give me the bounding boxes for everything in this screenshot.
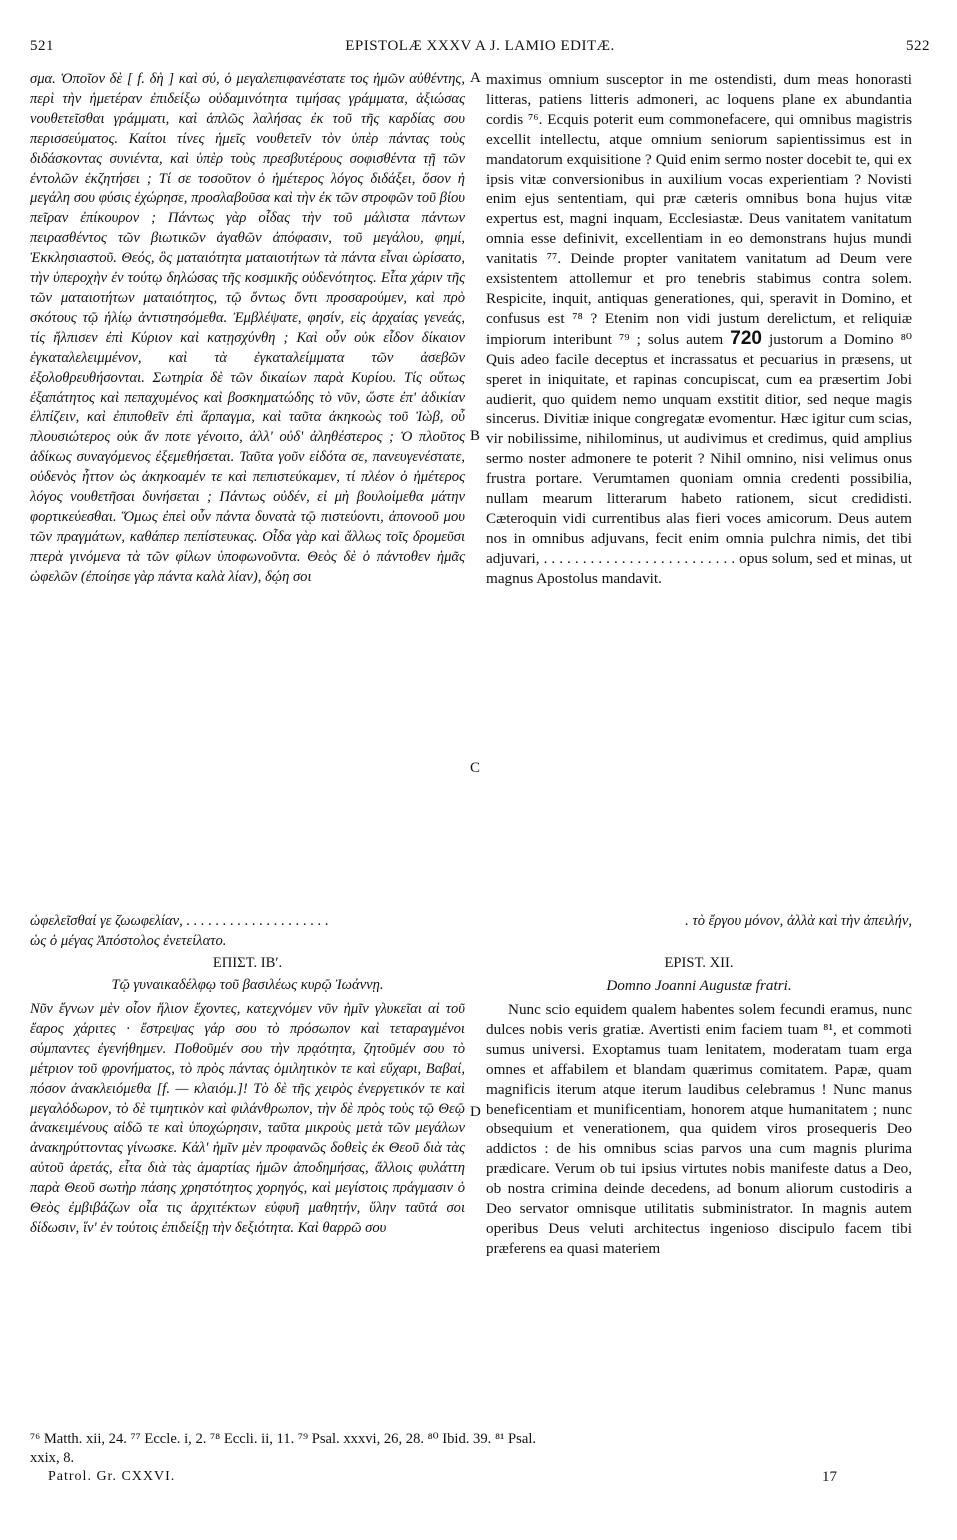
spanning-line-right: . τὸ ἔργου μόνον, ἀλλὰ καὶ τὴν ἀπειλήν,: [685, 913, 912, 929]
greek-column-upper: [30, 70, 465, 588]
footnotes: [30, 1430, 912, 1468]
greek-epistle-address: Τῷ γυναικαδέλφῳ τοῦ βασιλέως κυρῷ Ἰωάννῃ.: [111, 977, 384, 993]
running-header: [30, 38, 930, 60]
greek-text-lower: Νῦν ἔγνων μὲν οἷον ἥλιον ἔχοντες, κατεχνόμεν νῦν ἡμῖν γλυκεῖαι αἱ τοῦ ἔαρος χάριτες · ἔστρεψας γάρ σου τὸ πρόσωπον καὶ τεταραγμένοι σύμπαντες ἐγενήθημεν. Ποθοῦμέν σου τὴν πρᾳότητα, ζητοῦμέν σου τὸ μέτριον τοῦ φρονήματος, τὸ πρὸς πάντας ὁμιλητικὸν τε καὶ εὔχαρι, Βαβαί, πόσον ἀνακλειόμεθα [f. — κλαιόμ.]! Τὸ δὲ τῆς χειρὸς ἐνεργετικόν τε καὶ μεγαλόδωρον, τὸ δὲ τιμητικὸν καὶ φιλάνθρωπον, τὴν δὲ πρὸς τοὺς τῷ Θεῷ ἀνακειμένους αἰδῶ τε καὶ ὑποχώρησιν, ταῦτα μικροὺς μετὰ τῶν μεγάλων ἀνακηρύττοντας γίνωσκε. Κἀλ' ἡμῖν μὲν προφανῶς δοθεὶς ἐκ Θεοῦ διὰ τὰς αὐτοῦ ἀρετάς, εἶτα διὰ τὰς ἁμαρτίας ἡμῶν ἀποδημήσας, ἄλλοις φυλάττη παρὰ Θεοῦ σωτὴρ πάσης χρηστότητος χορηγός, καὶ μεγίστοις πράγμασιν ὁ Θεὸς ἐμβιβάζων οἷα τις ἀρχιτέκτων εὐφυῆ μαθητήν, ὕλην ταῦτά σοι δίδωσιν, ἵν' ἐν τούτοις ἐπιδείξῃ τὴν δεξιότητα. Καὶ θαρρῶ σου: [30, 1001, 465, 1236]
margin-letter-d: D: [470, 1104, 481, 1120]
margin-letter-b: B: [470, 428, 481, 444]
margin-letter-c: C: [470, 760, 481, 776]
left-page-number: 521: [30, 38, 54, 54]
spanning-line-left: ὠφελεῖσθαί γε ζωωφελίαν, . . . . . . . . . . . . . . . . . . . .: [30, 913, 329, 929]
latin-column-upper: [486, 70, 912, 589]
latin-epistle-heading: EPIST. XII.: [664, 955, 734, 971]
signature-mark: Patrol. Gr. CXXVI.: [48, 1469, 176, 1484]
latin-text-part-2: justorum a Domino ⁸⁰ Quis adeo facile deceptus et incrassatus et pecuarius in præsens, ut speret in iniquitate, et rapinas concupiscat, cum ea præsertim Jobi audierit, quo quidem nemo unquam exstitit ditior, sed neque magis sincerus. Divitiæ inique congregatæ evomentur. Hæc igitur cum scias, vir nobilissime, nihilominus, ut audivimus et credimus, quid amplius sermo noster admonere te poterit ? Nihil omnino, nisi velimus onus frustra portare. Verumtamen quoniam omnia credenti possibilia, nullam mearum litterarum habeto rationem, sicut credidisti. Cæteroquin vidi currentibus alas fieri voces amicorum. Deus autem nos in omnibus adjuvans, fecit enim omnia pulchra nimis, det tibi adjuvari, . . . . . . . . . . . . . . . . . . . . . . . . . opus solum, sed et minas, ut magnus Apostolus mandavit.: [486, 330, 913, 587]
margin-letter-a: A: [470, 70, 481, 86]
signature-number: 17: [822, 1469, 837, 1485]
greek-text-upper: σμα. Ὁποῖον δὲ [ f. δὴ ] καὶ σύ, ὁ μεγαλεπιφανέστατε τος ἡμῶν αὐθέντης, περὶ τὴν ἡμετέραν ἐπιδείξω οὐδαμινότητα τιμήσας γράμματα, ἀξιώσας νουθετεῖσθαι γράμματι, καὶ ἁπλῶς λαλήσας ἐκ τοῦ τῆς καρδίας σου περισσεύματος. Καίτοι τίνες ἡμεῖς νουθετεῖν τὸν ὑπὲρ πάντας τοὺς διδάσκοντας συνιέντα, καὶ ὑπὲρ τοὺς πρεσβυτέρους σοφισθέντα τῇ τῶν ἐντολῶν ἐκζητήσει ; Τί σε τοσοῦτον ὁ ἡμέτερος λόγος διδάξει, ὅσον ἡ μεγάλη σου φύσις ἐχώρησε, προσλαβοῦσα καὶ τὴν ἐκ τῶν στροφῶν τοῦ βίου πεῖραν ἐπίκουρον ; Πάντως γὰρ οἶδας τὴν τοῦ μάλιστα πάντων πειρασθέντος τῶν βιωτικῶν ἀγαθῶν ἀπόφασιν, τοῦ μεγάλου, φημί, Ἐκκλησιαστοῦ. Θεός, ὃς ματαιότητα ματαιοτήτων τὰ πάντα εἶναι ὡρίσατο, τὴν ὑπεροχὴν ἐν τούτῳ δηλώσας τῆς κοσμικῆς οὐδενότητος. Εἶτα χάριν τῆς τῶν ματαιοτήτων ματαιότητος, τῷ ὄντως ὄντι προσαρούμεν, καὶ πρὸ σκότους τῷ ἡλίῳ ἀντιστησόμεθα. Ἐμβλέψατε, φησίν, εἰς ἀρχαίας γενεάς, τίς ἤλπισεν ἐπὶ Κύριον καὶ κατῃσχύνθη ; Καὶ οὖν οὐκ εἶδον δίκαιον ἐγκαταλελειμμένον, καὶ τὰ ἐγκαταλείμματα τῶν ἀσεβῶν ἐξολοθρευθήσονται. Σωτηρία δὲ τῶν δικαίων παρὰ Κυρίου. Τίς οὕτως ἐξαπάτητος καὶ πεπαχυμένος καὶ βοσκηματώδης τὸ νῦν, ὥστε ἐπ' ἀδικίαν ἐλπίζειν, καὶ ἐπιποθεῖν ἐπὶ ἅρπαγμα, καὶ ταῦτα ἀκηκοὼς τοῦ Ἰὼβ, οὗ πλουσιώτερος οὐκ ἄν ποτε γένοιτο, ἀλλ' οὐδ' ἀληθέστερος ; Ὁ πλοῦτος ἀδίκως συναγόμενος ἐξεμεθήσεται. Ταῦτα γοῦν εἰδότα σε, πανευγενέστατε, οὐδενὸς ἧττον ὡς ἀκηκοαμέν τε καὶ πεπιστεύκαμεν, τί πλέον ὁ ἡμέτερος λόγος νουθετῆσαι δυνήσεται ; Πάντως οὐδέν, εἰ μὴ βουλοίμεθα μάτην φορτικεύεσθαι. Ὅμως ἐπεὶ οὖν πάντα δυνατὰ τῷ πιστεύοντι, ἀπονοοῦ μου τῶν πραγμάτων, καθάπερ πεπίστευκας. Οἶδα γὰρ καὶ ἄλλως τοῖς δρομεῦσι πτερὰ γινόμενα τὰ τῶν φίλων ὑποφωνοῦντα. Θεὸς δὲ ὁ πάντοθεν ἡμᾶς ὠφελῶν (ἐποίησε γὰρ πάντα καλὰ λίαν), δῴη σοι: [30, 71, 465, 585]
latin-text-upper: [486, 70, 912, 589]
greek-epistle-heading: ΕΠΙΣΤ. ΙΒʹ.: [212, 955, 283, 971]
footnote-line-1: ⁷⁶ Matth. xii, 24. ⁷⁷ Eccle. i, 2. ⁷⁸ Eccli. ii, 11. ⁷⁹ Psal. xxxvi, 26, 28. ⁸⁰ Ibid. 39. ⁸¹ Psal.: [30, 1431, 537, 1447]
column-number: 720: [730, 327, 762, 349]
latin-epistle-address: Domno Joanni Augustæ fratri.: [606, 977, 792, 994]
spanning-line-2: ὡς ὁ μέγας Ἀπόστολος ἐνετείλατο.: [30, 933, 227, 949]
running-title: EPISTOLÆ XXXV A J. LAMIO EDITÆ.: [345, 38, 615, 54]
greek-column-lower: [30, 1000, 465, 1239]
latin-text-part-1: maximus omnium susceptor in me ostendisti, dum meas honorasti litteras, patiens litteris admoneri, ac loquens plane ex abundantia cordis ⁷⁶. Ecquis poterit eum commonefacere, qui omnibus magistris excellit intellectu, atque omnium seniorum sapientissimus est in mandatorum exquisitione ? Quid enim sermo noster docebit te, qui ex ipsis vitæ conversionibus in auxilium vocas experientiam ? Novisti enim ejus sententiam, qui præ cæteris omnibus bona hujus vitæ expertus est, magni inquam, Ecclesiastæ. Deus vanitatem vanitatum omnia esse definivit, excellentiam in eo demonstrans hujus mundi vanitatis ⁷⁷. Deinde propter vanitatem vanitatum ad Deum vere exsistentem attollemur et pro tenebris stabimus contra solem. Respicite, inquit, antiquas generationes, qui, speravit in Domino, et confusus est ⁷⁸ ? Etenim non vidi justum derelictum, et reliquiæ impiorum interibunt ⁷⁹ ; solus autem: [486, 71, 912, 348]
latin-text-lower: Nunc scio equidem qualem habentes solem fecundi eramus, nunc dulces nobis veris gratiæ. Avertisti enim faciem tuam ⁸¹, et commoti sumus universi. Exoptamus tuam lenitatem, moderatam tuam erga omnes et affabilem et blandam quærimus comitatem. Papæ, quam magnificis iterum atque iterum laudibus celebramus ! Nunc manus beneficentiam et munificentiam, honorem atque humanitatem ; nunc obsequium et venerationem, qua quidem viros prosequeris Deo addictos : de his omnibus scias parvos una cum magnis plurima prædicare. Verum ob tui ipsius virtutes nobis manifeste datus a Deo, ob nostra crimina deinde decedens, ad bonum aliorum custodiris a Deo servator omnisque utilitatis subministrator. In magnis autem operibus Deus veluti architectus ingenioso discipulo facem tibi præferens ea quasi materiem: [486, 1001, 912, 1257]
latin-column-lower: [486, 1000, 912, 1259]
right-page-number: 522: [906, 38, 930, 54]
footnote-line-2: xxix, 8.: [30, 1450, 75, 1466]
